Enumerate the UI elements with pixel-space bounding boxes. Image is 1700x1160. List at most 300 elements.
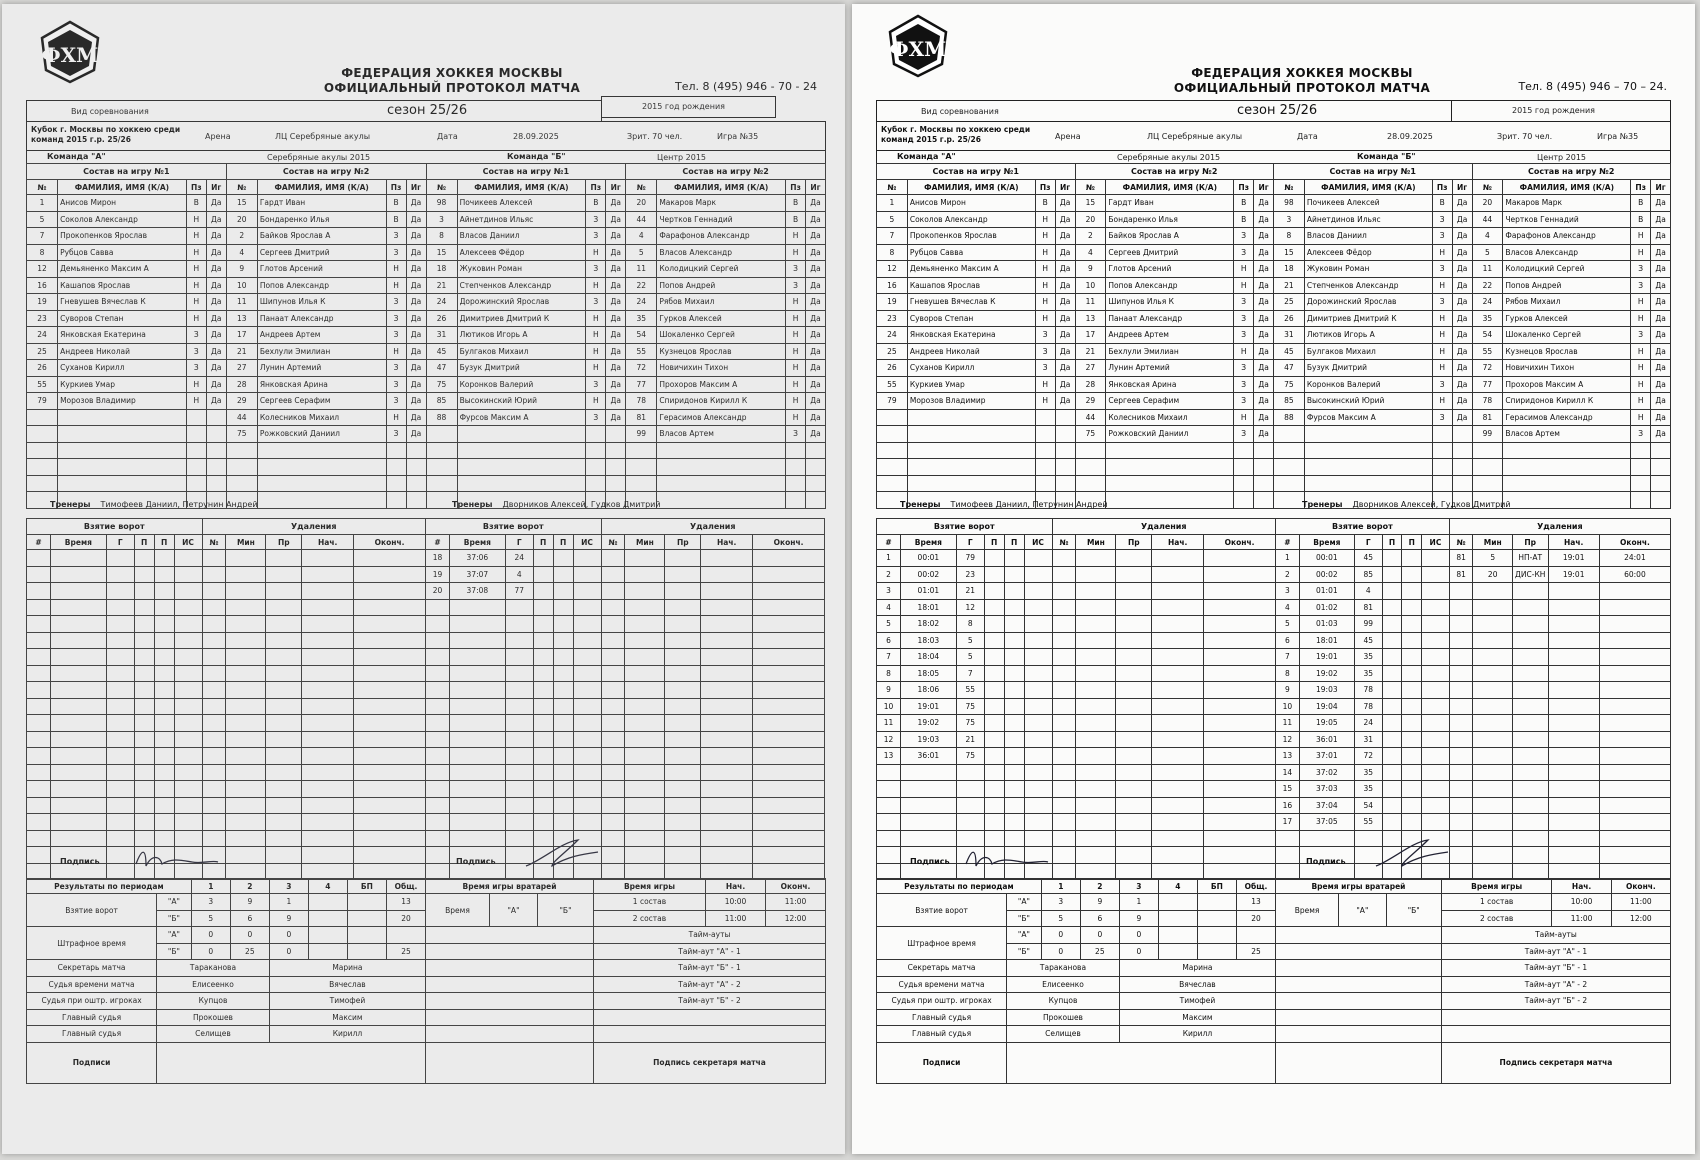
goal-number: 8 [1276,665,1300,682]
penalty-reason [1512,632,1548,649]
goal-time: 19:04 [1299,698,1354,715]
goal-assist [533,566,553,583]
player-position: Н [1631,360,1651,377]
penalty-start [701,599,753,616]
goal-assist [533,682,553,699]
penalty-player [1449,583,1473,600]
player-position: Н [186,228,206,245]
roster-row [226,459,426,476]
period-value [1197,927,1236,944]
column-header: ФАМИЛИЯ, ИМЯ (К/А) [257,180,386,195]
goal-number: 6 [1276,632,1300,649]
roster-title-row [226,164,426,180]
roster-row [1075,393,1274,410]
player-played: Да [806,426,826,443]
player-position: Н [786,393,806,410]
player-played: Да [1452,409,1472,426]
player-played [806,442,826,459]
player-played: Да [406,310,426,327]
goal-situation [573,698,601,715]
signature-row: Подпись Подпись [910,857,1346,866]
goal-number [426,781,450,798]
penalty-player [601,814,625,831]
timeout-row [426,960,826,977]
goal-time: 00:01 [1299,550,1354,567]
player-name: Кузнецов Ярослав [1503,343,1631,360]
column-header: ФАМИЛИЯ, ИМЯ (К/А) [58,180,187,195]
player-name [1106,475,1234,492]
player-number: 35 [626,310,657,327]
gk-value: 11:00 [706,910,766,927]
penalty-end [753,781,825,798]
goal-assist [984,748,1004,765]
column-header: Пз [586,180,606,195]
player-name: Шипунов Илья К [1106,294,1234,311]
player-played [1452,442,1472,459]
goal-assist [134,550,154,567]
goal-scorer [956,764,984,781]
event-row [426,748,825,765]
period-value [308,943,347,960]
player-name: Попов Андрей [657,277,786,294]
player-played: Да [806,393,826,410]
player-number: 26 [1274,310,1305,327]
player-number: 22 [626,277,657,294]
penalties-header: Удаления [202,519,425,535]
goal-situation [174,731,202,748]
player-position [786,459,806,476]
goal-assist [1382,616,1402,633]
goal-assist [1004,781,1024,798]
logo-text: ФХМ [889,37,947,61]
goal-time: 37:07 [449,566,505,583]
goal-number [426,830,450,847]
player-number: 29 [1075,393,1106,410]
penalty-player [1449,698,1473,715]
penalty-minutes [1076,682,1116,699]
penalty-start [302,665,354,682]
player-number: 85 [426,393,457,410]
penalty-end [753,583,825,600]
coaches-b: Тренеры Дворников Алексей, Гудков Дмитрий [452,500,661,509]
period-value [347,910,386,927]
player-number [27,442,58,459]
penalty-reason [1116,781,1152,798]
player-played: Да [1452,228,1472,245]
roster-row [1274,376,1473,393]
side-label: "Б" [1007,910,1042,927]
penalty-end [753,830,825,847]
roster-row [1274,459,1473,476]
column-header: ИС [573,535,601,550]
roster-row [626,409,826,426]
penalty-end [354,781,426,798]
player-number: 19 [877,294,908,311]
goal-number [27,616,51,633]
official-surname: Купцов [1007,993,1120,1010]
penalty-reason [1116,649,1152,666]
penalty-minutes [1076,583,1116,600]
penalty-start [1548,665,1599,682]
goal-situation [1422,583,1450,600]
player-position [1035,475,1055,492]
player-name: Колодицкий Сергей [1503,261,1631,278]
official-row [877,993,1276,1010]
player-position: З [1432,409,1452,426]
penalty-minutes [1473,715,1513,732]
event-row [1276,649,1671,666]
player-played: Да [1055,343,1075,360]
goal-situation [174,599,202,616]
roster-a2 [1075,163,1275,509]
penalty-minutes [625,764,665,781]
penalty-end [753,566,825,583]
player-played [1651,475,1671,492]
roster-row [1274,343,1473,360]
penalty-end [1204,715,1276,732]
timeout-value: Тайм-аут "А" - 2 [1441,976,1670,993]
signatures-label: Подписи [877,1042,1007,1083]
player-name [1503,475,1631,492]
goal-time [900,830,956,847]
roster-title: Состав на игру №2 [226,164,426,180]
player-played: Да [206,261,226,278]
player-played: Да [1651,426,1671,443]
player-position: Н [186,376,206,393]
player-number: 4 [226,244,257,261]
goal-number [27,599,51,616]
goal-situation [573,599,601,616]
player-position: Н [1432,343,1452,360]
penalty-start [1152,583,1204,600]
penalty-reason [266,550,302,567]
penalty-minutes [1076,731,1116,748]
event-row [27,797,426,814]
birth-year-box: 2015 год рождения [1451,100,1671,122]
player-name: Янковская Арина [257,376,386,393]
roster-row [1274,211,1473,228]
player-played [1452,475,1472,492]
roster-header-row [1472,180,1671,195]
roster-row [877,393,1076,410]
timeout-row [426,976,826,993]
goal-scorer [505,748,533,765]
penalty-player [1052,583,1076,600]
goal-number: 12 [1276,731,1300,748]
player-number: 77 [626,376,657,393]
goal-assist [154,550,174,567]
penalty-player [202,665,226,682]
roster-row [626,294,826,311]
event-row [27,649,426,666]
player-position: З [1432,261,1452,278]
timeouts-row [426,927,826,944]
goal-scorer [956,797,984,814]
goal-assist [134,830,154,847]
goal-time [50,748,106,765]
penalty-start [302,566,354,583]
column-header: ФАМИЛИЯ, ИМЯ (К/А) [907,180,1035,195]
player-number: 16 [27,277,58,294]
period-value [1197,894,1236,911]
penalty-player [202,632,226,649]
roster-b2 [1472,163,1672,509]
roster-title-row [27,164,227,180]
results-row [27,927,426,944]
player-name: Лютиков Игорь А [457,327,586,344]
federation-logo-icon [34,18,106,86]
player-number: 11 [626,261,657,278]
roster-row [1075,195,1274,212]
goal-assist [1402,616,1422,633]
player-position: В [386,195,406,212]
penalty-reason: НП-АТ [1512,550,1548,567]
goal-assist [553,748,573,765]
goal-situation [1024,632,1052,649]
player-position: Н [1035,261,1055,278]
penalty-end [753,682,825,699]
player-name: Фурсов Максим А [457,409,586,426]
player-played: Да [1651,310,1671,327]
penalty-end [753,616,825,633]
column-header: П [1382,535,1402,550]
player-played: Да [406,261,426,278]
player-name: Коронков Валерий [1304,376,1432,393]
goal-time [900,797,956,814]
gk-row [1276,894,1671,911]
goal-scorer [106,632,134,649]
results-row [877,894,1276,911]
timeout-value: Тайм-аут "Б" - 2 [594,993,826,1010]
official-row [877,960,1276,977]
roster-title: Состав на игру №1 [877,164,1076,180]
goal-number: 11 [877,715,901,732]
event-row [877,698,1276,715]
goal-assist [553,682,573,699]
goal-situation [1024,797,1052,814]
goal-scorer: 75 [956,715,984,732]
gk-value: 10:00 [706,894,766,911]
player-number: 3 [1274,211,1305,228]
penalty-start [701,682,753,699]
goal-time: 19:03 [1299,682,1354,699]
goal-assist [533,665,553,682]
period-value [308,910,347,927]
penalty-end [354,682,426,699]
player-position: Н [1631,376,1651,393]
penalty-minutes [625,698,665,715]
goal-situation [1024,781,1052,798]
roster-row [27,327,227,344]
penalty-minutes [1076,632,1116,649]
player-position: З [586,211,606,228]
penalty-start [701,665,753,682]
roster-title: Состав на игру №1 [1274,164,1473,180]
player-number: 78 [626,393,657,410]
column-header: № [877,180,908,195]
event-row [27,682,426,699]
event-row [426,830,825,847]
column-header: ИС [1422,535,1450,550]
player-played: Да [606,393,626,410]
goal-number [27,665,51,682]
roster-row [1274,244,1473,261]
player-number: 20 [1075,211,1106,228]
penalty-start [302,731,354,748]
goal-assist [533,731,553,748]
penalty-reason [266,797,302,814]
player-name [657,442,786,459]
penalty-reason [266,731,302,748]
player-played: Да [806,261,826,278]
goal-assist [1402,649,1422,666]
player-number: 25 [27,343,58,360]
player-name: Рожковский Даниил [1106,426,1234,443]
gk-time-label: Время [1276,894,1339,927]
goal-time [50,814,106,831]
player-number: 29 [226,393,257,410]
goal-situation [1024,550,1052,567]
player-played: Да [1452,376,1472,393]
goal-situation [573,764,601,781]
goal-assist [1402,682,1422,699]
goal-assist [984,550,1004,567]
secretary-signature-row [1276,1042,1671,1083]
goal-assist [984,731,1004,748]
goal-time [50,797,106,814]
player-position: З [1631,327,1651,344]
penalty-minutes [1473,781,1513,798]
player-number: 10 [226,277,257,294]
goal-assist [1004,797,1024,814]
roster-row [27,211,227,228]
player-number: 5 [626,244,657,261]
period-header: 3 [1119,879,1158,894]
player-number [1075,475,1106,492]
player-position: Н [1631,294,1651,311]
player-name: Гардт Иван [1106,195,1234,212]
goal-situation [1422,665,1450,682]
player-played: Да [1651,261,1671,278]
player-number: 81 [1472,409,1503,426]
period-value [308,894,347,911]
column-header: Иг [206,180,226,195]
penalty-player [1052,682,1076,699]
player-name [1503,442,1631,459]
player-played: Да [1651,211,1671,228]
player-name: Алексеев Фёдор [457,244,586,261]
roster-row [626,310,826,327]
goal-number [27,566,51,583]
goal-assist [1402,781,1422,798]
event-row [27,550,426,567]
penalty-player: 81 [1449,566,1473,583]
goal-scorer: 77 [505,583,533,600]
period-value: 6 [1080,910,1119,927]
roster-row [426,327,626,344]
penalty-minutes [226,748,266,765]
player-played [206,459,226,476]
player-name: Лунин Артемий [257,360,386,377]
penalty-end [1599,599,1670,616]
goal-situation [573,665,601,682]
player-position: З [1432,211,1452,228]
player-played [1055,475,1075,492]
column-header: Иг [406,180,426,195]
penalty-minutes [226,781,266,798]
player-position [386,475,406,492]
penalty-end [1599,764,1670,781]
roster-header-row [226,180,426,195]
penalty-minutes [1076,748,1116,765]
penalty-player [601,649,625,666]
goal-time [50,715,106,732]
signatures-area [1007,1042,1276,1083]
period-header: 4 [308,879,347,894]
penalty-end [354,698,426,715]
roster-row [426,360,626,377]
player-number: 75 [226,426,257,443]
goal-situation [174,715,202,732]
player-played: Да [1254,195,1274,212]
player-played: Да [1651,343,1671,360]
column-header: Мин [625,535,665,550]
player-position: З [186,327,206,344]
player-played: Да [1254,409,1274,426]
roster-row [877,244,1076,261]
penalty-player [1449,748,1473,765]
player-number [626,475,657,492]
goal-assist [533,814,553,831]
player-position: Н [1035,393,1055,410]
player-played: Да [1055,360,1075,377]
player-name: Дорожинский Ярослав [457,294,586,311]
goal-number [27,797,51,814]
goal-scorer [505,665,533,682]
player-played: Да [406,228,426,245]
roster-row [226,310,426,327]
penalty-start [1548,715,1599,732]
event-row [877,814,1276,831]
events-title-row [1276,519,1671,535]
player-played: Да [406,277,426,294]
penalty-reason [1512,698,1548,715]
player-position: Н [1432,244,1452,261]
roster-row [877,277,1076,294]
player-played: Да [1254,310,1274,327]
goal-time [50,665,106,682]
player-position: Н [786,228,806,245]
player-number [1472,475,1503,492]
event-row [426,616,825,633]
penalty-start [1152,715,1204,732]
goal-assist [533,599,553,616]
goal-assist [984,665,1004,682]
goal-scorer [505,649,533,666]
player-number [1472,442,1503,459]
goal-assist [553,665,573,682]
penalty-start [1548,830,1599,847]
goal-assist [1004,599,1024,616]
goal-assist [533,649,553,666]
goal-number [426,599,450,616]
goal-time [900,764,956,781]
goal-number: 4 [1276,599,1300,616]
goal-assist [154,583,174,600]
event-row [1276,797,1671,814]
player-name [1304,442,1432,459]
side-label: "Б" [157,943,192,960]
